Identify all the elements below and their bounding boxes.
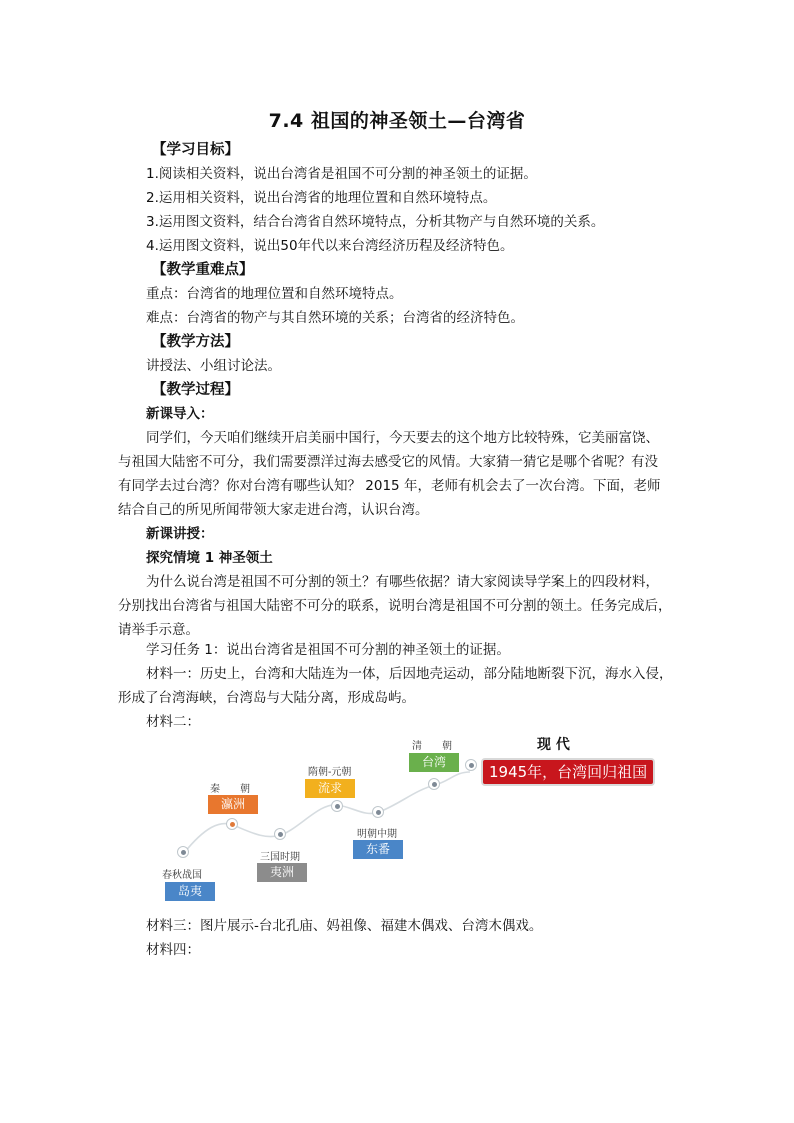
- goal-item: 2.运用相关资料，说出台湾省的地理位置和自然环境特点。: [146, 190, 497, 206]
- intro-paragraph-line: 与祖国大陆密不可分，我们需要漂洋过海去感受它的风情。大家猜一猜它是哪个省呢？有没: [118, 454, 658, 470]
- method-heading: 【教学方法】: [152, 334, 239, 350]
- task-1: 学习任务 1：说出台湾省是祖国不可分割的神圣领土的证据。: [146, 642, 510, 658]
- key-points-heading: 【教学重难点】: [152, 262, 254, 278]
- scene-paragraph-line: 分别找出台湾省与祖国大陆密不可分的联系，说明台湾是祖国不可分割的领土。任务完成后，: [118, 598, 672, 614]
- modern-title: 现 代: [537, 737, 570, 753]
- period-label: 明朝中期: [357, 829, 397, 840]
- scene-paragraph-line: 请举手示意。: [118, 622, 199, 638]
- name-box: 岛夷: [165, 882, 215, 901]
- method-text: 讲授法、小组讨论法。: [146, 358, 281, 374]
- timeline-node-dot: [372, 806, 384, 818]
- period-label: 隋朝-元朝: [308, 767, 352, 778]
- name-box: 东番: [353, 840, 403, 859]
- material-4-label: 材料四：: [146, 942, 200, 958]
- intro-paragraph-line: 有同学去过台湾？你对台湾有哪些认知？ 2015 年，老师有机会去了一次台湾。下面，老师: [118, 478, 661, 494]
- timeline-node-dot: [465, 759, 477, 771]
- name-box: 流求: [305, 779, 355, 798]
- timeline-node-dot: [177, 846, 189, 858]
- goal-item: 4.运用图文资料，说出50年代以来台湾经济历程及经济特色。: [146, 238, 514, 254]
- name-box: 瀛洲: [208, 795, 258, 814]
- taiwan-names-timeline: [150, 732, 680, 912]
- scene-heading: 探究情境 1 神圣领土: [146, 550, 273, 566]
- modern-event-box: 1945年，台湾回归祖国: [481, 758, 655, 786]
- timeline-node-dot: [274, 828, 286, 840]
- timeline-node-dot: [428, 778, 440, 790]
- material-3: 材料三：图片展示-台北孔庙、妈祖像、福建木偶戏、台湾木偶戏。: [146, 918, 543, 934]
- period-label: 清 朝: [412, 741, 452, 752]
- lecture-heading: 新课讲授：: [146, 526, 214, 542]
- period-label: 秦 朝: [210, 784, 250, 795]
- difficult-point: 难点：台湾省的物产与其自然环境的关系；台湾省的经济特色。: [146, 310, 524, 326]
- intro-paragraph-line: 结合自己的所见所闻带领大家走进台湾，认识台湾。: [118, 502, 429, 518]
- timeline-node-dot: [226, 818, 238, 830]
- key-point: 重点：台湾省的地理位置和自然环境特点。: [146, 286, 403, 302]
- material-2-label: 材料二：: [146, 714, 200, 730]
- page-title: 7.4 祖国的神圣领土—台湾省: [268, 110, 526, 132]
- intro-heading: 新课导入：: [146, 406, 214, 422]
- period-label: 春秋战国: [162, 870, 202, 881]
- timeline-node-dot: [331, 800, 343, 812]
- scene-paragraph-line: 为什么说台湾是祖国不可分割的领土？有哪些依据？请大家阅读导学案上的四段材料，: [146, 574, 659, 590]
- period-label: 三国时期: [260, 852, 300, 863]
- goal-item: 1.阅读相关资料，说出台湾省是祖国不可分割的神圣领土的证据。: [146, 166, 537, 182]
- goal-item: 3.运用图文资料，结合台湾省自然环境特点，分析其物产与自然环境的关系。: [146, 214, 605, 230]
- name-box: 台湾: [409, 753, 459, 772]
- goals-heading: 【学习目标】: [152, 142, 239, 158]
- intro-paragraph-line: 同学们，今天咱们继续开启美丽中国行，今天要去的这个地方比较特殊，它美丽富饶、: [146, 430, 659, 446]
- process-heading: 【教学过程】: [152, 382, 239, 398]
- material-1-line: 材料一：历史上，台湾和大陆连为一体，后因地壳运动，部分陆地断裂下沉，海水入侵，: [146, 666, 673, 682]
- material-1-line: 形成了台湾海峡，台湾岛与大陆分离，形成岛屿。: [118, 690, 415, 706]
- name-box: 夷洲: [257, 863, 307, 882]
